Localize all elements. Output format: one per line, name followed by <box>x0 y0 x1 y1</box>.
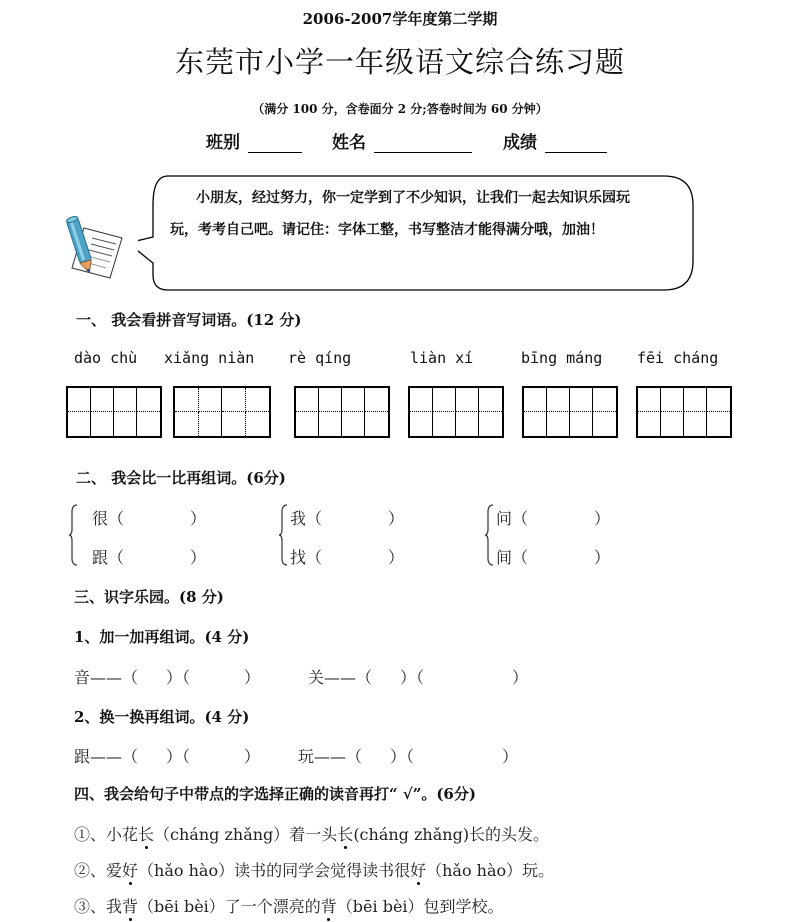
add-2-char: 关——（ <box>308 668 373 687</box>
class-label: 班别 <box>206 133 240 153</box>
pinyin-1: dào chù <box>74 349 138 367</box>
name-field <box>332 128 472 153</box>
add-1-mid: ）（ <box>166 668 191 687</box>
dotted-char: 长 <box>337 822 353 845</box>
writing-grid-3[interactable] <box>294 386 390 438</box>
writing-grid-2[interactable] <box>173 386 271 438</box>
compare-1-bottom-close: ） <box>190 548 207 567</box>
section-3-heading: 三、识字乐园。(8 分) <box>74 588 224 606</box>
pinyin-4: liàn xí <box>410 349 474 367</box>
writing-grid-1[interactable] <box>66 386 162 438</box>
intro-line-1: 小朋友，经过努力，你一定学到了不少知识，让我们一起去知识乐园玩 <box>196 190 630 206</box>
add-1-end: ） <box>244 668 261 687</box>
compare-3-top: 问（ <box>496 509 529 528</box>
pinyin-3: rè qíng <box>288 349 352 367</box>
compare-1-top: 很（ <box>92 509 125 528</box>
dotted-char: 长 <box>138 822 154 845</box>
section-1-heading: 一、 我会看拼音写词语。(12 分) <box>76 311 302 329</box>
compare-3-top-close: ） <box>594 509 611 528</box>
swap-1-end: ） <box>244 747 261 766</box>
writing-grid-5[interactable] <box>522 386 618 438</box>
intro-line-2: 玩，考考自己吧。请记住：字体工整，书写整洁才能得满分哦，加油！ <box>170 222 604 238</box>
writing-grid-4[interactable] <box>408 386 504 438</box>
class-blank[interactable] <box>248 135 302 153</box>
compare-1-top-close: ） <box>190 509 207 528</box>
compare-2-top-close: ） <box>388 509 405 528</box>
sentence-2: ②、爱好（hǎo hào）读书的同学会觉得读书很好（hǎo hào）玩。 <box>74 858 554 881</box>
dotted-char: 背 <box>321 894 337 917</box>
sentence-3: ③、我背（bēi bèi）了一个漂亮的背（bēi bèi）包到学校。 <box>74 894 504 917</box>
compare-2-bottom: 找（ <box>290 548 323 567</box>
brace-icon <box>484 504 494 566</box>
section-3-2-heading: 2、换一换再组词。(4 分) <box>74 708 250 726</box>
page-title: 东莞市小学一年级语文综合练习题 <box>174 45 625 79</box>
compare-3-bottom: 间（ <box>496 548 529 567</box>
pinyin-6: fēi cháng <box>637 349 719 367</box>
section-4-heading: 四、我会给句子中带点的字选择正确的读音再打“ √”。(6分) <box>74 785 476 803</box>
pencil-paper-icon <box>66 214 128 282</box>
name-label: 姓名 <box>332 133 366 153</box>
add-2-end: ） <box>512 668 529 687</box>
swap-2-end: ） <box>502 747 519 766</box>
score-blank[interactable] <box>545 135 607 153</box>
compare-3-bottom-close: ） <box>594 548 611 567</box>
section-2-heading: 二、 我会比一比再组词。(6分) <box>76 469 286 487</box>
swap-1-mid: ）（ <box>166 747 191 766</box>
dotted-char: 背 <box>122 894 138 917</box>
pinyin-5: bīng máng <box>521 349 603 367</box>
dotted-char: 好 <box>410 858 426 881</box>
compare-2-top: 我（ <box>290 509 323 528</box>
sentence-1: ①、小花长（cháng zhǎng）着一头长(cháng zhǎng)长的头发。 <box>74 822 549 845</box>
exam-note: （满分 100 分，含卷面分 2 分;答卷时间为 60 分钟） <box>252 102 548 116</box>
swap-2-char: 玩——（ <box>298 747 363 766</box>
add-1-char: 音——（ <box>74 668 139 687</box>
class-field <box>206 128 302 153</box>
swap-2-mid: ）（ <box>390 747 415 766</box>
name-blank[interactable] <box>374 135 472 153</box>
add-2-mid: ）（ <box>400 668 425 687</box>
dotted-char: 好 <box>122 858 138 881</box>
score-field <box>503 128 607 153</box>
compare-1-bottom: 跟（ <box>92 548 125 567</box>
score-label: 成绩 <box>503 133 537 153</box>
section-3-1-heading: 1、加一加再组词。(4 分) <box>74 628 250 646</box>
term-label: 2006-2007学年度第二学期 <box>302 10 498 28</box>
swap-1-char: 跟——（ <box>74 747 139 766</box>
brace-icon <box>68 504 78 566</box>
pinyin-2: xiǎng niàn <box>164 349 255 367</box>
brace-icon <box>278 504 288 566</box>
compare-2-bottom-close: ） <box>388 548 405 567</box>
writing-grid-6[interactable] <box>636 386 732 438</box>
